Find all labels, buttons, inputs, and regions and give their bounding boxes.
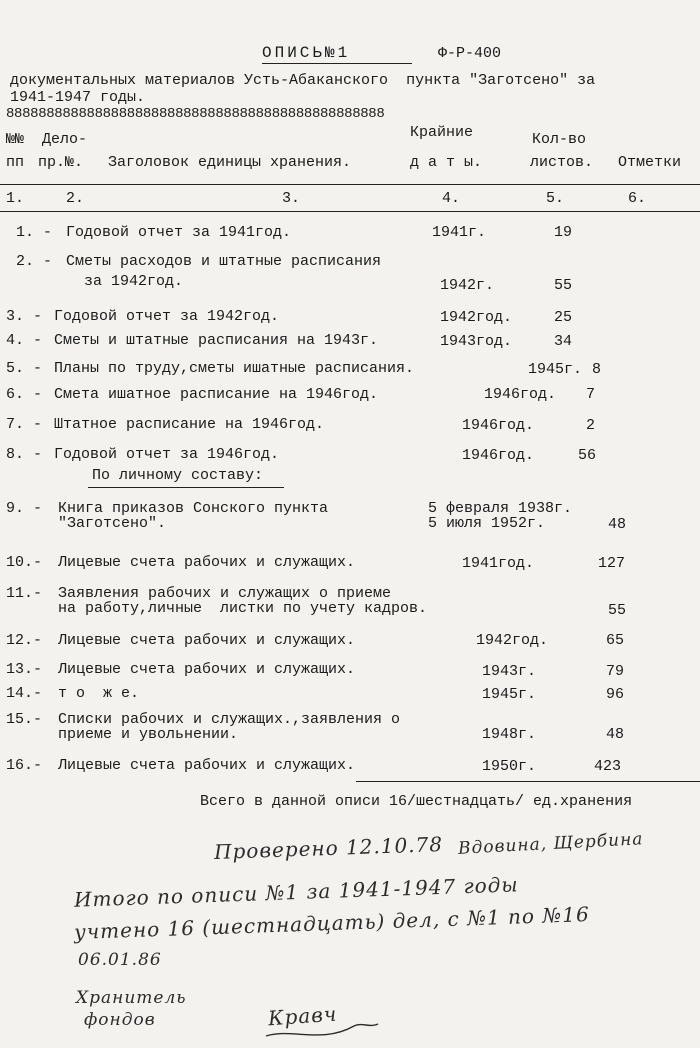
row-11-title: Заявления рабочих и служащих о приеме (58, 585, 392, 602)
row-3-date: 1942год. (440, 309, 513, 326)
row-11-number: 11.- (6, 585, 43, 602)
handwritten-keeper-signature: Кравч (267, 1001, 339, 1031)
header-col2-line2: пр.№. (38, 154, 84, 171)
col-number-6: 6. (628, 190, 647, 207)
row-15-title-cont: приеме и увольнении. (58, 726, 239, 743)
row-3-sheets: 25 (554, 309, 573, 326)
row-10-number: 10.- (6, 554, 43, 571)
header-col4-line1: Крайние (410, 124, 474, 141)
row-10-date: 1941год. (462, 555, 535, 572)
header-col5-line2: листов. (530, 154, 594, 171)
row-4-title: Сметы и штатные расписания на 1943г. (54, 332, 379, 349)
handwritten-summary-line1: Итого по описи №1 за 1941-1947 годы (73, 872, 519, 912)
row-13-number: 13.- (6, 661, 43, 678)
col-number-3: 3. (282, 190, 301, 207)
header-col3: Заголовок единицы хранения. (108, 154, 352, 171)
keeper-signature-flourish (262, 1018, 382, 1048)
row-8-title: Годовой отчет за 1946год. (54, 446, 280, 463)
row-16-number: 16.- (6, 757, 43, 774)
row-14-sheets: 96 (606, 686, 625, 703)
row-15-number: 15.- (6, 711, 43, 728)
row-2-number: 2. - (16, 253, 53, 270)
row-15-title: Списки рабочих и служащих.,заявления о (58, 711, 401, 728)
header-col6: Отметки (618, 154, 682, 171)
row-9-title: Книга приказов Сонского пункта (58, 500, 329, 517)
digit-underline: 88888888888888888888888888888888888888888888888 (6, 106, 385, 122)
row-9-date-end: 5 июля 1952г. (428, 515, 546, 532)
section-underline (88, 487, 284, 488)
header-rule-top (0, 184, 700, 185)
header-rule-bottom (0, 211, 700, 212)
row-16-title: Лицевые счета рабочих и служащих. (58, 757, 356, 774)
row-15-date: 1948г. (482, 726, 537, 743)
row-7-date: 1946год. (462, 417, 535, 434)
row-4-sheets: 34 (554, 333, 573, 350)
row-9-title-cont: "Заготсено". (58, 515, 167, 532)
subtitle-line-1: документальных материалов Усть-Абаканского пункта "Заготсено" за (10, 72, 596, 89)
row-3-title: Годовой отчет за 1942год. (54, 308, 280, 325)
row-10-sheets: 127 (598, 555, 626, 572)
row-5-title: Планы по труду,сметы ишатные расписания. (54, 360, 415, 377)
row-16-sheets: 423 (594, 758, 622, 775)
row-6-date: 1946год. (484, 386, 557, 403)
handwritten-checked: Проверено 12.10.78 (213, 832, 444, 864)
row-14-number: 14.- (6, 685, 43, 702)
row-12-number: 12.- (6, 632, 43, 649)
header-col4-line2: д а т ы. (410, 154, 483, 171)
row-1-number: 1. - (16, 224, 53, 241)
row-7-title: Штатное расписание на 1946год. (54, 416, 325, 433)
handwritten-keeper-line1: Хранитель (76, 988, 187, 1008)
section-heading-personnel: По личному составу: (92, 467, 264, 484)
row-12-date: 1942год. (476, 632, 549, 649)
row-13-sheets: 79 (606, 663, 625, 680)
row-15-sheets: 48 (606, 726, 625, 743)
row-9-sheets: 48 (608, 516, 627, 533)
row-6-number: 6. - (6, 386, 43, 403)
row-11-sheets: 55 (608, 602, 627, 619)
handwritten-keeper-line2: фондов (84, 1010, 156, 1030)
subtitle-line-2: 1941-1947 годы. (10, 89, 146, 106)
row-14-title: т о ж е. (58, 685, 140, 702)
header-col2-line1: Дело- (42, 131, 88, 148)
row-1-date: 1941г. (432, 224, 487, 241)
row-6-title: Смета ишатное расписание на 1946год. (54, 386, 379, 403)
handwritten-date: 06.01.86 (78, 950, 162, 970)
row-14-date: 1945г. (482, 686, 537, 703)
row-1-sheets: 19 (554, 224, 573, 241)
row-16-date: 1950г. (482, 758, 537, 775)
row-8-sheets: 56 (578, 447, 597, 464)
row-6-sheets: 7 (586, 386, 596, 403)
col-number-4: 4. (442, 190, 461, 207)
row-5-date: 1945г. (528, 361, 583, 378)
row-4-number: 4. - (6, 332, 43, 349)
total-rule (356, 781, 700, 782)
row-2-title-cont: за 1942год. (84, 273, 184, 290)
document-title: ОПИСЬ№1 (262, 44, 351, 62)
row-12-title: Лицевые счета рабочих и служащих. (58, 632, 356, 649)
row-9-date-start: 5 февраля 1938г. (428, 500, 573, 517)
col-number-2: 2. (66, 190, 85, 207)
header-col1-line2: пп (6, 154, 25, 171)
row-5-sheets: 8 (592, 361, 602, 378)
col-number-5: 5. (546, 190, 565, 207)
handwritten-checked-signature: Вдовина, Щербина (457, 829, 644, 859)
row-3-number: 3. - (6, 308, 43, 325)
row-9-number: 9. - (6, 500, 43, 517)
col-number-1: 1. (6, 190, 25, 207)
row-13-title: Лицевые счета рабочих и служащих. (58, 661, 356, 678)
row-7-sheets: 2 (586, 417, 596, 434)
row-8-number: 8. - (6, 446, 43, 463)
handwritten-summary-line2: учтено 16 (шестнадцать) дел, с №1 по №16 (73, 902, 591, 944)
row-2-date: 1942г. (440, 277, 495, 294)
row-13-date: 1943г. (482, 663, 537, 680)
row-8-date: 1946год. (462, 447, 535, 464)
header-col5-line1: Кол-во (532, 131, 587, 148)
row-1-title: Годовой отчет за 1941год. (66, 224, 292, 241)
title-underline (262, 63, 412, 64)
fond-number: Ф-Р-400 (438, 45, 502, 62)
row-11-title-cont: на работу,личные листки по учету кадров. (58, 600, 428, 617)
row-12-sheets: 65 (606, 632, 625, 649)
total-line: Всего в данной описи 16/шестнадцать/ ед.хранения (200, 793, 633, 810)
row-2-title: Сметы расходов и штатные расписания (66, 253, 382, 270)
row-4-date: 1943год. (440, 333, 513, 350)
row-2-sheets: 55 (554, 277, 573, 294)
header-col1-line1: №№ (6, 131, 25, 148)
row-10-title: Лицевые счета рабочих и служащих. (58, 554, 356, 571)
row-7-number: 7. - (6, 416, 43, 433)
row-5-number: 5. - (6, 360, 43, 377)
